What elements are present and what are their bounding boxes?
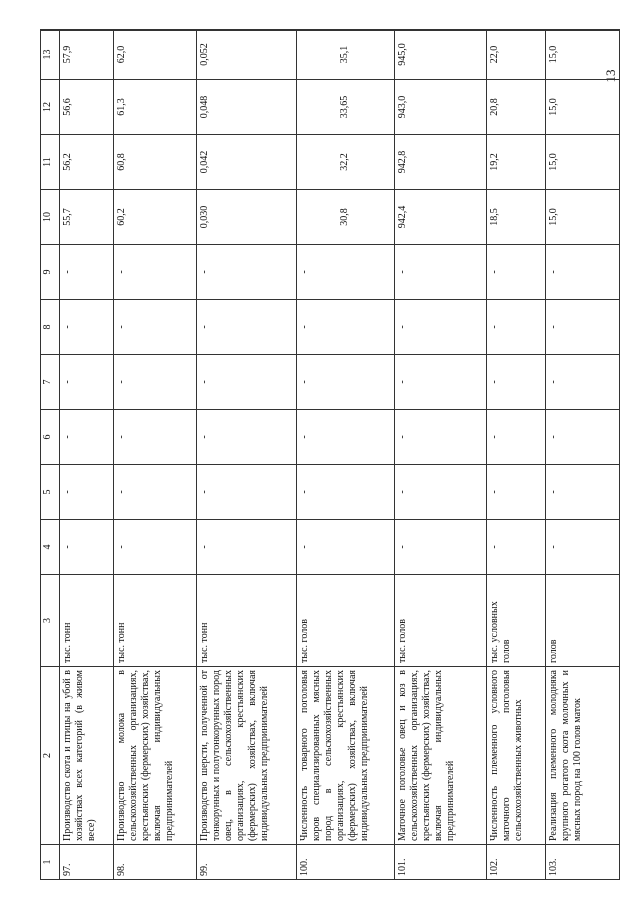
indicator-name: Производство скота и птицы на убой в хозяйствах всех категорий (в живом весе)	[60, 667, 114, 845]
dash-cell: -	[487, 520, 546, 575]
header-cell: 4	[41, 520, 60, 575]
header-cell: 1	[41, 845, 60, 880]
value-cell: 33,65	[296, 80, 394, 135]
dash-cell: -	[296, 300, 394, 355]
dash-cell: -	[395, 520, 487, 575]
table-row	[296, 30, 394, 880]
value-cell: 15,0	[545, 80, 619, 135]
value-cell: 55,7	[60, 190, 114, 245]
unit-of-measure: тыс. тонн	[196, 575, 296, 667]
value-cell: 57,9	[60, 30, 114, 80]
dash-cell: -	[113, 520, 196, 575]
dash-cell: -	[113, 245, 196, 300]
dash-cell: -	[545, 300, 619, 355]
dash-cell: -	[296, 465, 394, 520]
dash-cell: -	[395, 465, 487, 520]
indicator-name: Численность племенного условного маточного поголовья сельскохозяйственных животных	[487, 667, 546, 845]
value-cell: 15,0	[545, 135, 619, 190]
header-cell: 6	[41, 410, 60, 465]
dash-cell: -	[395, 355, 487, 410]
dash-cell: -	[487, 245, 546, 300]
dash-cell: -	[296, 355, 394, 410]
value-cell: 942,8	[395, 135, 487, 190]
value-cell: 18,5	[487, 190, 546, 245]
value-cell: 0,048	[196, 80, 296, 135]
header-cell: 10	[41, 190, 60, 245]
value-cell: 35,1	[296, 30, 394, 80]
header-cell: 5	[41, 465, 60, 520]
row-number: 98.	[113, 845, 196, 880]
row-number: 102.	[487, 845, 546, 880]
value-cell: 0,052	[196, 30, 296, 80]
value-cell: 0,030	[196, 190, 296, 245]
value-cell: 15,0	[545, 190, 619, 245]
indicators-table	[40, 29, 620, 880]
table-row	[487, 30, 546, 880]
indicator-name: Производство молока в сельскохозяйственных организациях, крестьянских (фермерских) хозяйствах, включая индивидуальных предпринимателей	[113, 667, 196, 845]
dash-cell: -	[545, 245, 619, 300]
value-cell: 32,2	[296, 135, 394, 190]
value-cell: 30,8	[296, 190, 394, 245]
dash-cell: -	[196, 300, 296, 355]
indicator-name: Численность товарного поголовья коров специализированных мясных пород в сельскохозяйственных организациях, крестьянских (фермерских) хозяйствах, включая индивидуальных предпринимателей	[296, 667, 394, 845]
header-cell: 3	[41, 575, 60, 667]
value-cell: 22,0	[487, 30, 546, 80]
unit-of-measure: голов	[545, 575, 619, 667]
value-cell: 61,3	[113, 80, 196, 135]
value-cell: 943,0	[395, 80, 487, 135]
dash-cell: -	[60, 410, 114, 465]
value-cell: 20,8	[487, 80, 546, 135]
dash-cell: -	[296, 520, 394, 575]
dash-cell: -	[296, 245, 394, 300]
dash-cell: -	[60, 520, 114, 575]
table-row	[113, 30, 196, 880]
unit-of-measure: тыс. голов	[395, 575, 487, 667]
indicator-name: Реализация племенного молодняка крупного рогатого скота молочных и мясных пород на 100 голов маток	[545, 667, 619, 845]
value-cell: 0,042	[196, 135, 296, 190]
dash-cell: -	[60, 355, 114, 410]
page-number: 13	[603, 69, 618, 83]
value-cell: 15,0	[545, 30, 619, 80]
dash-cell: -	[487, 300, 546, 355]
table-row	[395, 30, 487, 880]
header-cell: 9	[41, 245, 60, 300]
row-number: 99.	[196, 845, 296, 880]
indicator-name: Производство шерсти, полученной от тонкорунных и полутонкорунных пород овец, в сельскохозяйственных организациях, крестьянских (фермерских) хозяйствах, включая индивидуальных предпринимателей	[196, 667, 296, 845]
value-cell: 56,6	[60, 80, 114, 135]
row-number: 101.	[395, 845, 487, 880]
value-cell: 60,8	[113, 135, 196, 190]
header-cell: 2	[41, 667, 60, 845]
unit-of-measure: тыс. тонн	[113, 575, 196, 667]
dash-cell: -	[196, 245, 296, 300]
value-cell: 942,4	[395, 190, 487, 245]
header-cell: 11	[41, 135, 60, 190]
table-row	[196, 30, 296, 880]
value-cell: 945,0	[395, 30, 487, 80]
indicator-name: Маточное поголовье овец и коз в сельскохозяйственных организациях, крестьянских (фермерских) хозяйствах, включая индивидуальных предпринимателей	[395, 667, 487, 845]
dash-cell: -	[487, 465, 546, 520]
row-number: 97.	[60, 845, 114, 880]
value-cell: 19,2	[487, 135, 546, 190]
table-frame	[40, 30, 620, 880]
dash-cell: -	[487, 410, 546, 465]
dash-cell: -	[113, 300, 196, 355]
dash-cell: -	[113, 410, 196, 465]
dash-cell: -	[113, 465, 196, 520]
dash-cell: -	[60, 300, 114, 355]
row-number: 100.	[296, 845, 394, 880]
dash-cell: -	[196, 520, 296, 575]
dash-cell: -	[545, 355, 619, 410]
rotated-table-container	[40, 30, 620, 880]
unit-of-measure: тыс. голов	[296, 575, 394, 667]
unit-of-measure: тыс. тонн	[60, 575, 114, 667]
dash-cell: -	[196, 465, 296, 520]
header-cell: 8	[41, 300, 60, 355]
dash-cell: -	[113, 355, 196, 410]
dash-cell: -	[60, 465, 114, 520]
dash-cell: -	[545, 410, 619, 465]
unit-of-measure: тыс. условных голов	[487, 575, 546, 667]
dash-cell: -	[60, 245, 114, 300]
header-cell: 7	[41, 355, 60, 410]
table-row	[60, 30, 114, 880]
value-cell: 60,2	[113, 190, 196, 245]
dash-cell: -	[395, 410, 487, 465]
header-cell: 13	[41, 30, 60, 80]
dash-cell: -	[395, 300, 487, 355]
dash-cell: -	[296, 410, 394, 465]
header-cell: 12	[41, 80, 60, 135]
value-cell: 62,0	[113, 30, 196, 80]
dash-cell: -	[545, 520, 619, 575]
dash-cell: -	[545, 465, 619, 520]
dash-cell: -	[487, 355, 546, 410]
header-row	[41, 30, 60, 880]
table-row	[545, 30, 619, 880]
dash-cell: -	[196, 355, 296, 410]
dash-cell: -	[196, 410, 296, 465]
value-cell: 56,2	[60, 135, 114, 190]
row-number: 103.	[545, 845, 619, 880]
dash-cell: -	[395, 245, 487, 300]
